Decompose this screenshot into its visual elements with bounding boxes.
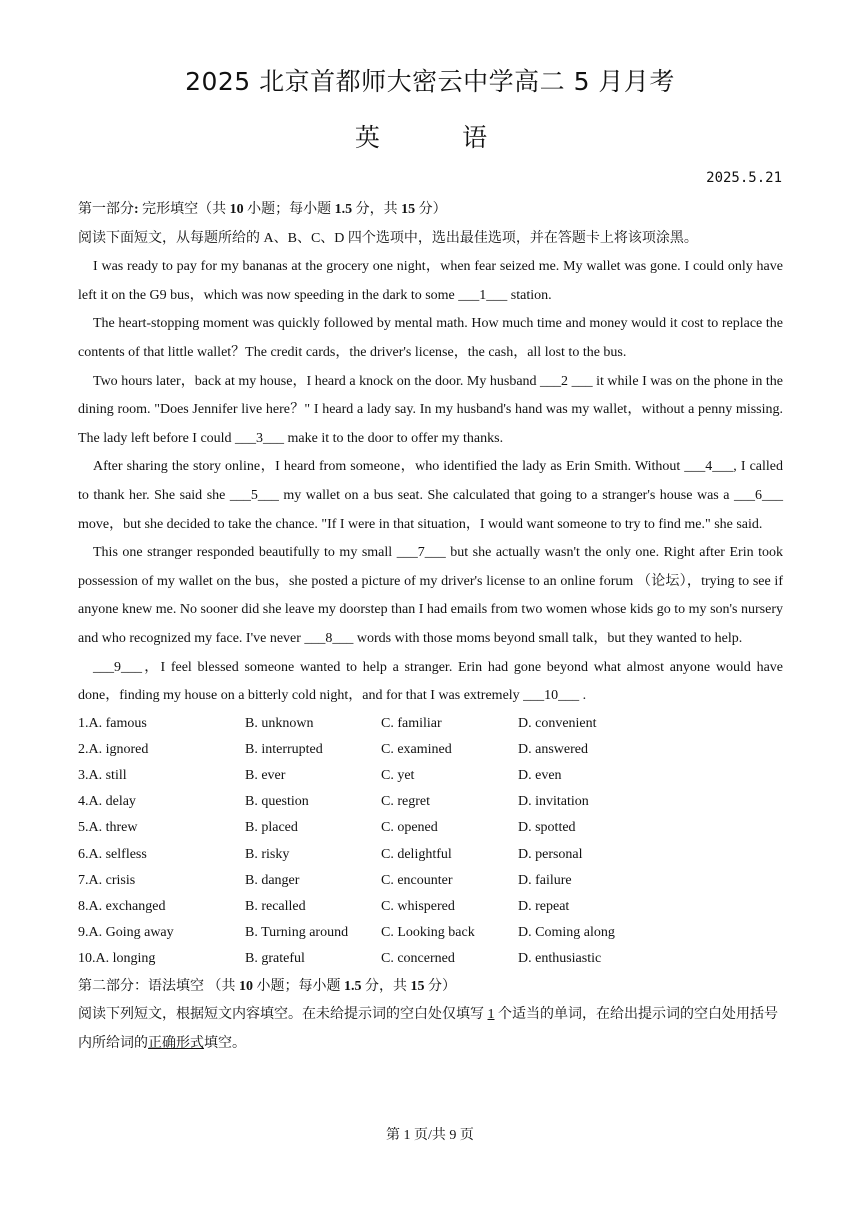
option-c: C. concerned [381,951,455,967]
option-row [78,868,783,894]
option-row [78,920,783,946]
section1-heading: 第一部分: 完形填空（共 10 小题；每小题 1.5 分，共 15 分） [78,202,447,217]
option-b: B. question [245,794,309,810]
option-a: 4.A. delay [78,794,136,810]
option-a: 5.A. threw [78,820,138,836]
option-d: D. personal [518,846,583,862]
option-b: B. Turning around [245,925,349,941]
option-row [78,737,783,763]
subject-title: 英 语 [354,125,526,152]
option-b: B. interrupted [245,741,323,757]
option-a: 3.A. still [78,768,127,784]
option-row [78,711,783,737]
option-b: B. ever [245,768,286,784]
option-row [78,842,783,868]
option-a: 6.A. selfless [78,846,147,862]
option-row [78,789,783,815]
option-d: D. Coming along [518,925,615,941]
option-c: C. delightful [381,846,452,862]
exam-content [78,196,783,1058]
option-a: 2.A. ignored [78,741,149,757]
option-d: D. even [518,768,562,784]
option-c: C. regret [381,794,430,810]
passage-paragraph: ___9___，I feel blessed someone wanted to help a stranger. Erin had gone beyond what almost anyone would have done，finding my house on a bitterly cold night，and for that I was extremely ___10___ . [78,659,783,704]
option-d: D. answered [518,741,588,757]
option-b: B. recalled [245,899,306,914]
section2-instruction: 阅读下列短文，根据短文内容填空。在未给提示词的空白处仅填写 1 个适当的单词，在给出提示词的空白处用括号内所给词的正确形式填空。 [78,1007,778,1051]
option-a: 9.A. Going away [78,925,174,941]
option-row [78,946,783,972]
option-d: D. convenient [518,715,597,731]
option-row [78,815,783,841]
option-a: 8.A. exchanged [78,899,166,914]
option-b: B. placed [245,820,298,836]
option-c: C. familiar [381,715,442,731]
passage-paragraph: This one stranger responded beautifully to my small ___7___ but she actually wasn't the only one. Right after Erin took possession of my wallet on the bus，she posted a picture of my driver's license to an online forum （论坛），trying to see if anyone knew me. No sooner did she leave my doorstep than I had emails from two women whose kids go to my son's nursery and who recognized my face. I've never ___8___ words with those moms beyond small talk，but they wanted to help. [78,545,783,646]
option-c: C. Looking back [381,925,475,941]
option-row [78,763,783,789]
option-row [78,894,783,920]
option-c: C. opened [381,820,438,836]
option-a: 1.A. famous [78,715,147,731]
option-d: D. enthusiastic [518,951,602,967]
option-a: 10.A. longing [78,951,156,967]
option-a: 7.A. crisis [78,872,136,888]
passage-paragraph: I was ready to pay for my bananas at the grocery one night，when fear seized me. My wallet was gone. I could only have left it on the G9 bus，which was now speeding in the dark to some ___1___ station. [78,259,783,303]
option-d: D. invitation [518,794,589,810]
option-b: B. unknown [245,715,314,731]
exam-date: 2025.5.21 [706,170,782,186]
option-b: B. grateful [245,951,305,967]
option-c: C. examined [381,741,452,757]
option-c: C. encounter [381,872,453,888]
passage-paragraph: The heart-stopping moment was quickly followed by mental math. How much time and money would it cost to replace the contents of that little wallet？The credit cards，the driver's license，the cash，all lost to the bus. [78,316,783,360]
option-b: B. danger [245,872,300,888]
section1-instruction: 阅读下面短文，从每题所给的 A、B、C、D 四个选项中，选出最佳选项，并在答题卡上将该项涂黑。 [78,230,698,246]
exam-title: 2025 北京首都师大密云中学高二 5 月月考 [185,67,675,96]
option-d: D. spotted [518,820,576,836]
section2-heading: 第二部分：语法填空 （共 10 小题；每小题 1.5 分，共 15 分） [78,978,456,994]
page-footer: 第 1 页/共 9 页 [386,1128,474,1143]
options-list [78,711,783,973]
passage-paragraph: After sharing the story online，I heard from someone，who identified the lady as Erin Smith. Without ___4___, I called to thank her. She said she ___5___ my wallet on a bus seat. She calculated that going to a stranger's house was a ___6___ move，but she decided to take the chance. "If I were in that situation，I would want someone to try to find me." she said. [78,459,783,532]
option-d: D. repeat [518,899,570,914]
passage-paragraph: Two hours later，back at my house，I heard a knock on the door. My husband ___2 ___ it while I was on the phone in the dining room. "Does Jennifer live here？" I heard a lady say. In my husband's hand was my wallet，without a penny missing. The lady left before I could ___3___ make it to the door to offer my thanks. [78,373,783,446]
option-b: B. risky [245,846,290,862]
option-d: D. failure [518,872,572,888]
option-c: C. yet [381,768,415,784]
option-c: C. whispered [381,899,455,914]
